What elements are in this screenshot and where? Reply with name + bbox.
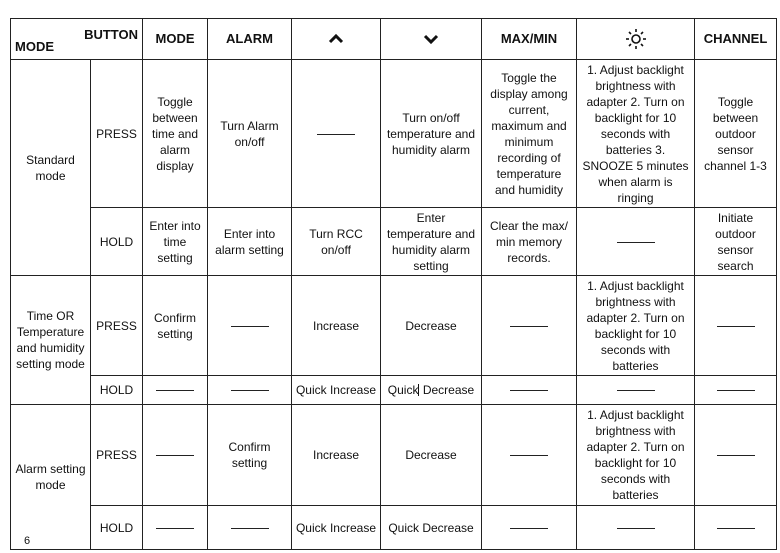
- empty-dash: [156, 390, 194, 391]
- cell-down: [381, 376, 482, 405]
- header-down-column: [381, 19, 482, 60]
- cell-up: Increase: [292, 276, 381, 376]
- up-arrow-icon: [328, 33, 344, 45]
- table-row: [11, 405, 777, 506]
- empty-dash: [717, 390, 755, 391]
- cell-mode: Confirm setting: [143, 276, 208, 376]
- cell-down-text-a: Quick: [387, 383, 419, 397]
- empty-dash: [231, 326, 269, 327]
- cell-light: [577, 376, 695, 405]
- header-light-column: [577, 19, 695, 60]
- cell-light: 1. Adjust backlight brightness with adapter 2. Turn on backlight for 10 seconds with batteries: [577, 276, 695, 376]
- mode-alarm-setting: Alarm setting mode: [11, 405, 91, 550]
- action-press: PRESS: [91, 405, 143, 506]
- header-alarm-column: ALARM: [208, 19, 292, 60]
- light-icon: [625, 28, 647, 50]
- empty-dash: [617, 390, 655, 391]
- cell-up: Quick Increase: [292, 376, 381, 405]
- cell-maxmin: [482, 376, 577, 405]
- action-press: PRESS: [91, 276, 143, 376]
- empty-dash: [617, 242, 655, 243]
- button-function-table: [10, 18, 777, 550]
- header-button-label: BUTTON: [84, 27, 138, 42]
- cell-down: Decrease: [381, 276, 482, 376]
- cell-light: 1. Adjust backlight brightness with adapter 2. Turn on backlight for 10 seconds with batteries 3. SNOOZE 5 minutes when alarm is ringing: [577, 60, 695, 208]
- header-maxmin-column: MAX/MIN: [482, 19, 577, 60]
- cell-maxmin: Toggle the display among current, maximum and minimum recording of temperature and humidity: [482, 60, 577, 208]
- header-channel-column: CHANNEL: [695, 19, 777, 60]
- cell-down: Turn on/off temperature and humidity alarm: [381, 60, 482, 208]
- empty-dash: [510, 390, 548, 391]
- cell-up: [292, 60, 381, 208]
- action-hold: HOLD: [91, 376, 143, 405]
- cell-mode: Enter into time setting: [143, 208, 208, 276]
- cell-channel: [695, 405, 777, 506]
- empty-dash: [717, 326, 755, 327]
- empty-dash: [510, 528, 548, 529]
- empty-dash: [156, 528, 194, 529]
- table-row: [11, 376, 777, 405]
- cell-maxmin: [482, 405, 577, 506]
- header-corner-cell: [11, 19, 143, 60]
- cell-up: Quick Increase: [292, 506, 381, 550]
- cell-channel: Initiate outdoor sensor search: [695, 208, 777, 276]
- page-number: 6: [24, 535, 31, 547]
- cell-up: Turn RCC on/off: [292, 208, 381, 276]
- header-up-column: [292, 19, 381, 60]
- cell-down: Quick Decrease: [381, 506, 482, 550]
- action-hold: HOLD: [91, 208, 143, 276]
- header-mode-label: MODE: [15, 39, 54, 54]
- cell-light: 1. Adjust backlight brightness with adapter 2. Turn on backlight for 10 seconds with batteries: [577, 405, 695, 506]
- empty-dash: [231, 528, 269, 529]
- cell-channel: Toggle between outdoor sensor channel 1-3: [695, 60, 777, 208]
- cell-maxmin: [482, 276, 577, 376]
- cell-alarm: [208, 376, 292, 405]
- cell-channel: [695, 276, 777, 376]
- cell-alarm: [208, 506, 292, 550]
- cell-down: Decrease: [381, 405, 482, 506]
- table-row: [11, 60, 777, 208]
- cell-mode: [143, 506, 208, 550]
- table-row: [11, 276, 777, 376]
- empty-dash: [317, 134, 355, 135]
- cell-alarm: [208, 276, 292, 376]
- cell-up: Increase: [292, 405, 381, 506]
- cell-down: Enter temperature and humidity alarm setting: [381, 208, 482, 276]
- empty-dash: [510, 455, 548, 456]
- mode-time-humidity-setting: Time OR Temperature and humidity setting mode: [11, 276, 91, 405]
- cell-alarm: Turn Alarm on/off: [208, 60, 292, 208]
- down-arrow-icon: [423, 33, 439, 45]
- text-cursor: [418, 384, 419, 396]
- empty-dash: [156, 455, 194, 456]
- cell-channel: [695, 506, 777, 550]
- cell-mode: [143, 376, 208, 405]
- cell-maxmin: Clear the max/ min memory records.: [482, 208, 577, 276]
- action-press: PRESS: [91, 60, 143, 208]
- cell-maxmin: [482, 506, 577, 550]
- table-row: [11, 208, 777, 276]
- mode-standard: Standard mode: [11, 60, 91, 276]
- cell-alarm: Confirm setting: [208, 405, 292, 506]
- empty-dash: [510, 326, 548, 327]
- header-mode-column: MODE: [143, 19, 208, 60]
- action-hold: HOLD: [91, 506, 143, 550]
- empty-dash: [717, 528, 755, 529]
- cell-light: [577, 208, 695, 276]
- table-row: [11, 506, 777, 550]
- empty-dash: [231, 390, 269, 391]
- cell-alarm: Enter into alarm setting: [208, 208, 292, 276]
- cell-mode: Toggle between time and alarm display: [143, 60, 208, 208]
- empty-dash: [717, 455, 755, 456]
- cell-light: [577, 506, 695, 550]
- empty-dash: [617, 528, 655, 529]
- cell-channel: [695, 376, 777, 405]
- cell-down-text-b: Decrease: [422, 383, 475, 397]
- cell-mode: [143, 405, 208, 506]
- header-row: [11, 19, 777, 60]
